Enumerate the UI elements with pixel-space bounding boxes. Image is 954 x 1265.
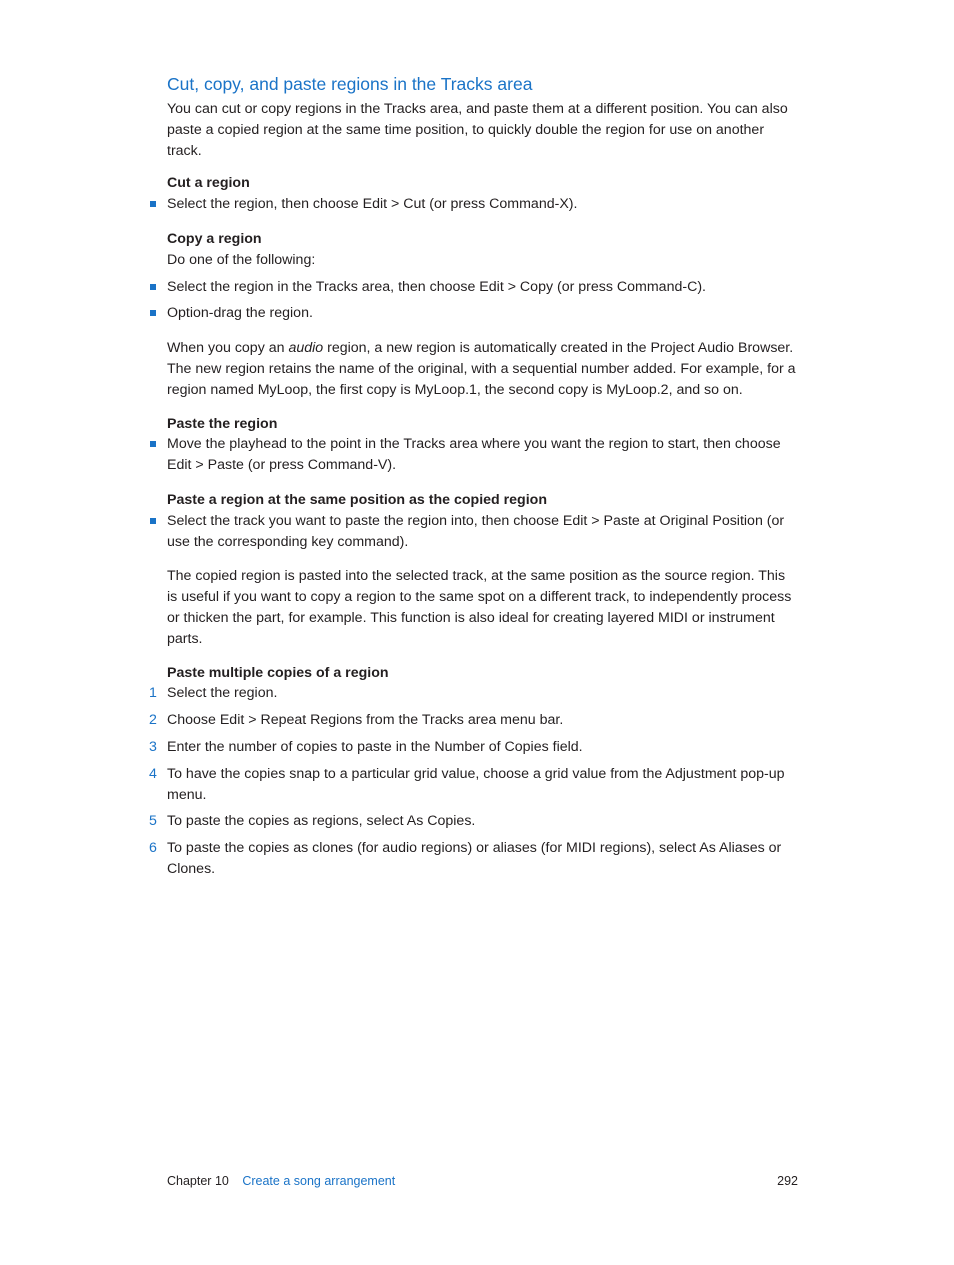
task-heading-copy: Copy a region: [167, 230, 262, 247]
copy-note-part: When you copy an: [167, 340, 289, 357]
task-heading-paste: Paste the region: [167, 415, 278, 432]
list-item: [167, 434, 799, 476]
list-item-text: Move the playhead to the point in the Tracks area where you want the region to start, then choose Edit > Paste (or press Command-V).: [167, 436, 781, 474]
step-number: 5: [149, 813, 157, 830]
copy-bullets: [167, 277, 799, 325]
page-content: [149, 72, 799, 886]
footer-chapter-link[interactable]: Create a song arrangement: [242, 1174, 396, 1188]
bullet-icon: [150, 441, 156, 447]
copy-note-part: region, a new region is automatically created in the Project Audio Browser. The new region retains the name of the original, with a sequential number added. For example, for a region named MyLoop, the first copy is MyLoop.1, the second copy is MyLoop.2, and so on.: [167, 340, 796, 398]
step-number: 6: [149, 840, 157, 857]
paste-multi-steps: [149, 683, 799, 879]
list-item-text: Select the track you want to paste the region into, then choose Edit > Paste at Original Position (or use the corresponding key command).: [167, 512, 785, 550]
bullet-icon: [150, 201, 156, 207]
bullet-icon: [150, 518, 156, 524]
list-item-text: Select the region in the Tracks area, then choose Edit > Copy (or press Command-C).: [167, 278, 706, 295]
footer-chapter: Chapter 10: [167, 1174, 229, 1188]
page-footer: [167, 1172, 799, 1190]
step-number: 4: [149, 765, 157, 782]
list-item: [167, 194, 799, 215]
step-item: [149, 737, 799, 758]
section-title: Cut, copy, and paste regions in the Tracks area: [167, 74, 533, 94]
step-item: [149, 764, 799, 806]
step-item: [149, 683, 799, 704]
task-heading-cut: Cut a region: [167, 175, 250, 192]
task-heading-paste-multi: Paste multiple copies of a region: [167, 664, 389, 681]
step-number: 3: [149, 738, 157, 755]
paste-same-bullets: [167, 511, 799, 553]
bullet-icon: [150, 284, 156, 290]
list-item-text: Select the region, then choose Edit > Cut (or press Command-X).: [167, 196, 578, 213]
list-item-text: Option-drag the region.: [167, 305, 313, 322]
step-text: Choose Edit > Repeat Regions from the Tracks area menu bar.: [167, 712, 564, 729]
paste-same-note: The copied region is pasted into the selected track, at the same position as the source region. This is useful if you want to copy a region to the same spot on a different track, to independently process or thicken the part, for example. This function is also ideal for creating layered MIDI or instrument parts.: [167, 568, 792, 647]
step-text: To paste the copies as clones (for audio regions) or aliases (for MIDI regions), select As Aliases or Clones.: [167, 840, 782, 877]
cut-bullets: [167, 194, 799, 215]
list-item: [167, 277, 799, 298]
copy-note: [167, 338, 799, 400]
copy-lead: Do one of the following:: [167, 251, 316, 268]
step-text: Enter the number of copies to paste in the Number of Copies field.: [167, 738, 583, 755]
footer-page-number: 292: [777, 1174, 798, 1188]
section-intro: You can cut or copy regions in the Tracks area, and paste them at a different position. You can also paste a copied region at the same time position, to quickly double the region for use on another track.: [167, 101, 788, 159]
step-text: Select the region.: [167, 685, 278, 702]
list-item: [167, 511, 799, 553]
step-number: 2: [149, 712, 157, 729]
list-item: [167, 303, 799, 324]
bullet-icon: [150, 310, 156, 316]
step-text: To paste the copies as regions, select As Copies.: [167, 813, 476, 830]
step-item: [149, 710, 799, 731]
step-item: [149, 811, 799, 832]
task-heading-paste-same: Paste a region at the same position as the copied region: [167, 491, 548, 508]
copy-note-emphasis: audio: [288, 340, 324, 357]
step-text: To have the copies snap to a particular grid value, choose a grid value from the Adjustment pop-up menu.: [167, 765, 785, 803]
step-item: [149, 838, 799, 880]
step-number: 1: [149, 685, 157, 702]
paste-bullets: [167, 434, 799, 476]
